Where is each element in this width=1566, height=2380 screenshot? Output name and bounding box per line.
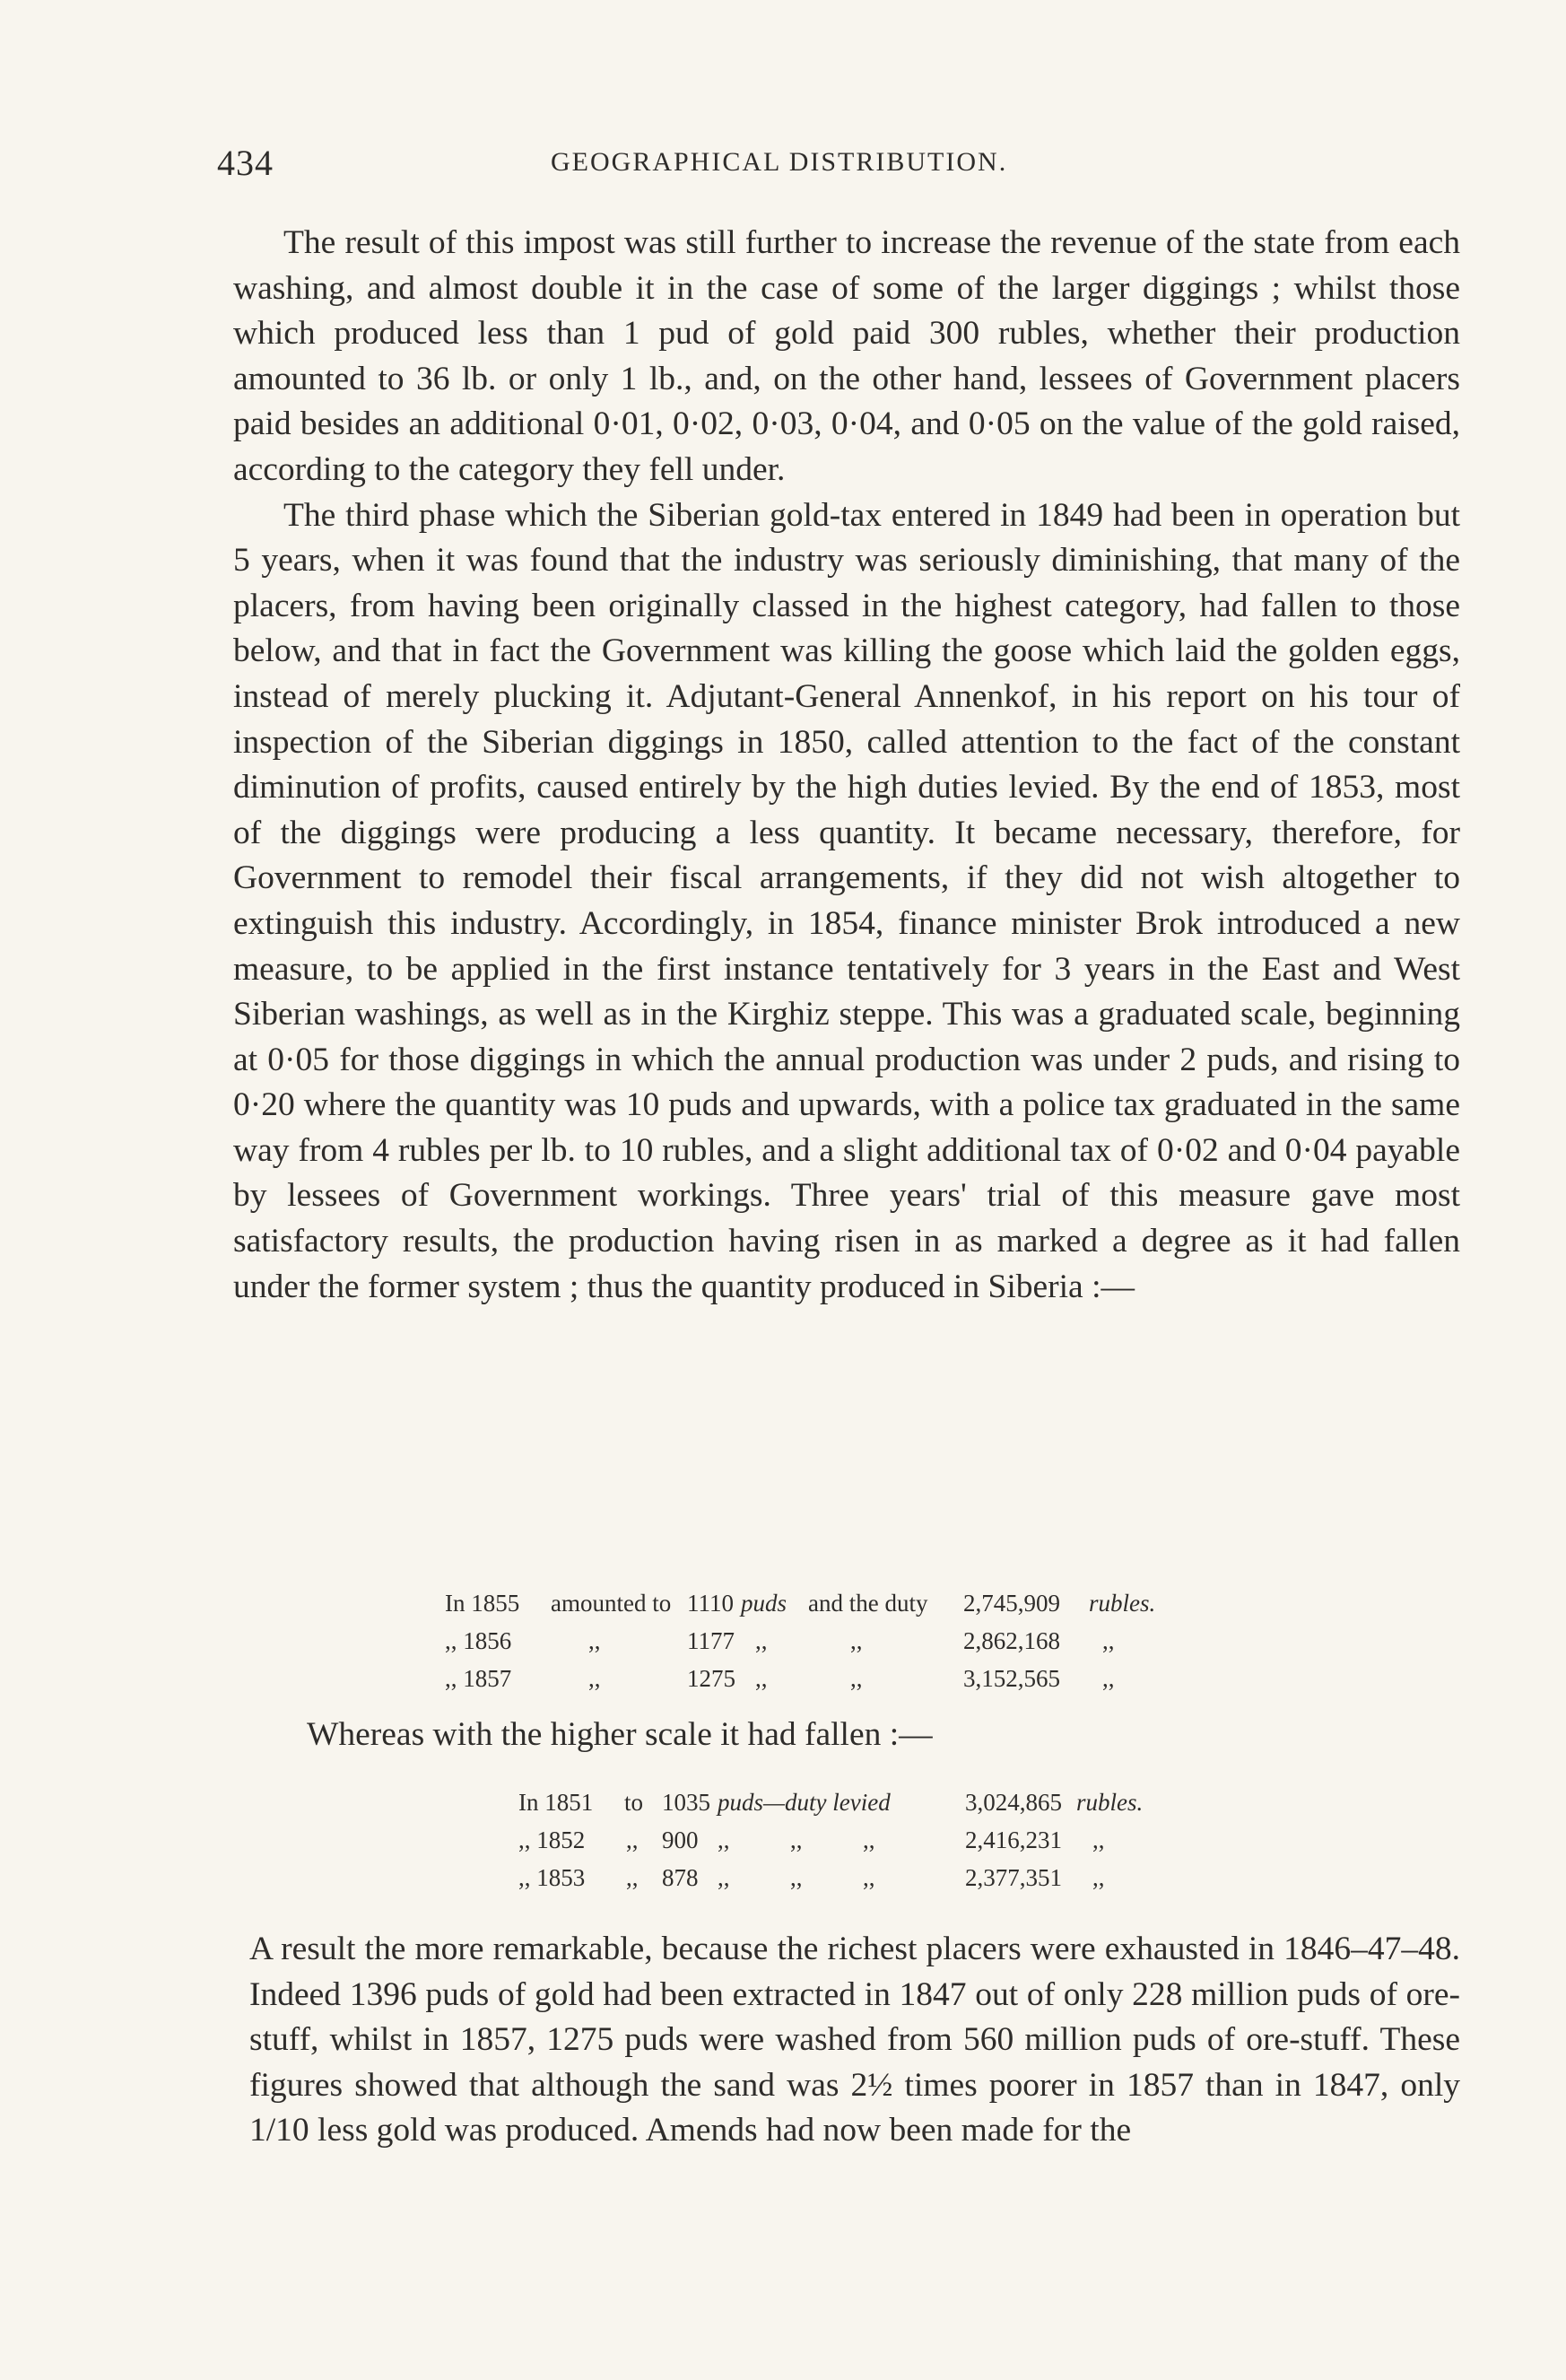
currency-cell: ,, [1102, 1665, 1115, 1692]
currency-cell: rubles. [1089, 1590, 1156, 1617]
production-table-1851-1853 [518, 1783, 1200, 1896]
paragraph-1: The result of this impost was still further to increase the revenue of the state from each washing, and almost double it in the case of some of the larger diggings ; whilst those which produced less than 1 pud of gold paid 300 rubles, whether their production amounted to 36 lb. or only 1 lb., and, on the other hand, lessees of Government placers paid besides an additional 0·01, 0·02, 0·03, 0·04, and 0·05 on the value of the gold raised, according to the category they fell under. [233, 224, 1460, 488]
production-table-1855-1857 [445, 1584, 1252, 1697]
duty-cell: 3,024,865 [965, 1789, 1062, 1816]
table-row [445, 1660, 1252, 1697]
duty-cell: 2,416,231 [965, 1826, 1062, 1853]
label-cell: and the duty [808, 1590, 928, 1617]
paragraph-3: A result the more remarkable, because the richest placers were exhausted in 1846–47–48. Indeed 1396 puds of gold had been extracted in 1847 out of only 228 million puds of ore-stuff, whilst in 1857, 1275 puds were washed from 560 million puds of ore-stuff. These figures showed that although the sand was 2½ times poorer in 1857 than in 1847, only 1/10 less gold was produced. Amends had now been made for the [249, 1931, 1460, 2149]
table-row [445, 1584, 1252, 1622]
duty-cell: 2,862,168 [963, 1627, 1060, 1654]
duty-cell: 3,152,565 [963, 1665, 1060, 1692]
quantity-cell: 1110 [687, 1590, 734, 1617]
quantity-cell: 878 [662, 1864, 699, 1891]
quantity-cell: 1177 [687, 1627, 735, 1654]
label-cell: ,, [850, 1627, 863, 1654]
unit-cell: ,, [755, 1627, 768, 1654]
duty-cell: 2,377,351 [965, 1864, 1062, 1891]
unit-cell: ,, ,, ,, [718, 1826, 875, 1853]
unit-cell: ,, [755, 1665, 768, 1692]
quantity-cell: 1275 [687, 1665, 735, 1692]
unit-cell: puds [741, 1590, 787, 1617]
unit-cell: ,, ,, ,, [718, 1864, 875, 1891]
verb-cell: ,, [588, 1665, 601, 1692]
verb-cell: ,, [626, 1826, 639, 1853]
currency-cell: ,, [1092, 1864, 1105, 1891]
table-row [518, 1859, 1200, 1896]
running-head: GEOGRAPHICAL DISTRIBUTION. [551, 147, 1008, 177]
whereas-line: Whereas with the higher scale it had fallen :— [307, 1716, 933, 1753]
year-cell: ,, 1852 [518, 1826, 586, 1853]
label-cell: ,, [850, 1665, 863, 1692]
year-cell: ,, 1856 [445, 1627, 512, 1654]
quantity-cell: 1035 [662, 1789, 710, 1816]
year-cell: In 1855 [445, 1590, 520, 1617]
verb-cell: amounted to [551, 1590, 672, 1617]
currency-cell: ,, [1102, 1627, 1115, 1654]
year-cell: ,, 1857 [445, 1665, 512, 1692]
page-header [217, 142, 1455, 196]
currency-cell: ,, [1092, 1826, 1105, 1853]
table-row [445, 1622, 1252, 1660]
year-cell: In 1851 [518, 1789, 594, 1816]
closing-text [249, 1927, 1460, 2154]
unit-cell: puds—duty levied [718, 1789, 891, 1816]
verb-cell: ,, [588, 1627, 601, 1654]
verb-cell: ,, [626, 1864, 639, 1891]
table-row [518, 1783, 1200, 1821]
year-cell: ,, 1853 [518, 1864, 586, 1891]
page-number: 434 [217, 143, 274, 183]
verb-cell: to [624, 1789, 644, 1816]
duty-cell: 2,745,909 [963, 1590, 1060, 1617]
paragraph-2: The third phase which the Siberian gold-tax entered in 1849 had been in operation but 5 years, when it was found that the industry was seriously diminishing, that many of the placers, from having been originally classed in the highest category, had fallen to those below, and that in fact the Government was killing the goose which laid the golden eggs, instead of merely plucking it. Adjutant-General Annenkof, in his report on his tour of inspection of the Siberian diggings in 1850, called attention to the fact of the constant diminution of profits, caused entirely by the high duties levied. By the end of 1853, most of the diggings were producing a less quantity. It became necessary, therefore, for Government to remodel their fiscal arrangements, if they did not wish altogether to extinguish this industry. Accordingly, in 1854, finance minister Brok introduced a new measure, to be applied in the first instance tentatively for 3 years in the East and West Siberian washings, as well as in the Kirghiz steppe. This was a graduated scale, beginning at 0·05 for those diggings in which the annual production was under 2 puds, and rising to 0·20 where the quantity was 10 puds and upwards, with a police tax graduated in the same way from 4 rubles per lb. to 10 rubles, and a slight additional tax of 0·02 and 0·04 payable by lessees of Government workings. Three years' trial of this measure gave most satisfactory results, the production having risen in as marked a degree as it had fallen under the former system ; thus the quantity produced in Siberia :— [233, 496, 1460, 1305]
body-text [233, 221, 1460, 1310]
table-row [518, 1821, 1200, 1859]
quantity-cell: 900 [662, 1826, 699, 1853]
currency-cell: rubles. [1076, 1789, 1144, 1816]
